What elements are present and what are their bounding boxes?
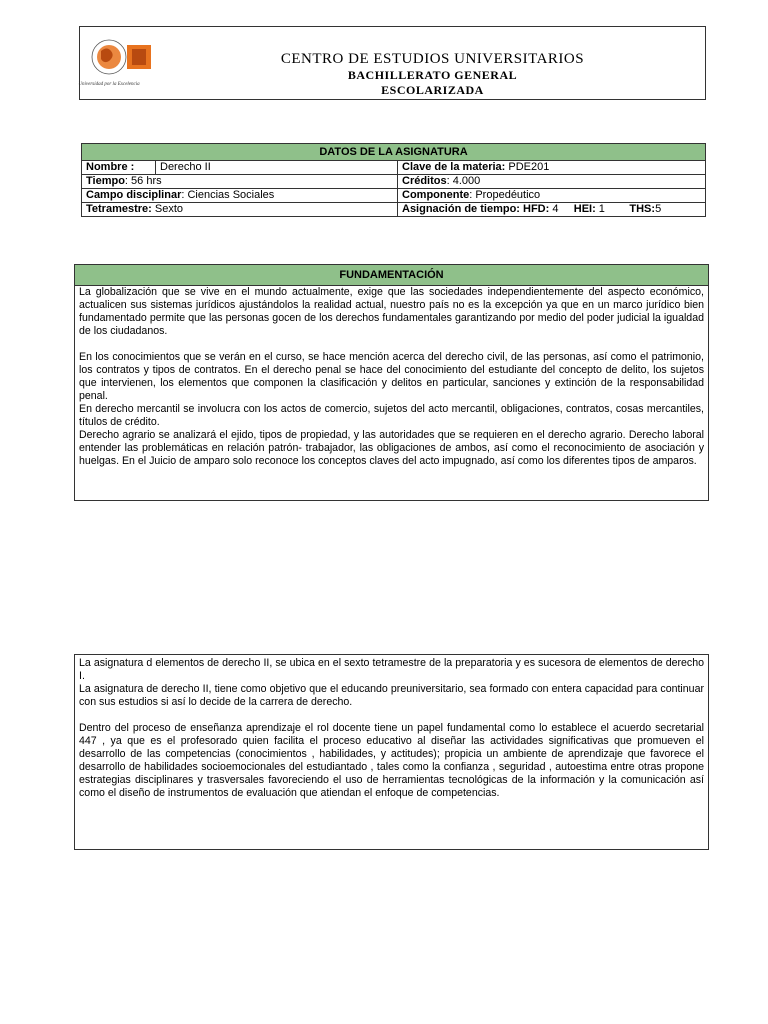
fundamentacion-paragraph: Derecho agrario se analizará el ejido, tipos de propiedad, y las autoridades que se requieren en el derecho agrario. Derecho laboral entender las problemáticas en relación patrón- trabajador, las obligaciones de ambos, así como el reconocimiento de asociación y huelgas. En el Juicio de amparo solo reconoce los conceptos claves del acto impugnado, así como los diferentes tipos de amparos. bbox=[79, 429, 704, 467]
descripcion-paragraph: La asignatura de derecho II, tiene como objetivo que el educando preuniversitario, sea formado con entera capacidad para continuar con sus estudios si así lo decide de la carrera de derecho. bbox=[79, 683, 704, 708]
clave-cell: Clave de la materia: PDE201 bbox=[398, 161, 706, 175]
fundamentacion-paragraph: En derecho mercantil se involucra con los actos de comercio, sujetos del acto mercantil, obligaciones, contratos, cosas mercantiles, títulos de crédito. bbox=[79, 403, 704, 428]
program-subtitle: BACHILLERATO GENERAL bbox=[347, 68, 518, 82]
nombre-value: Derecho II bbox=[156, 161, 398, 175]
descripcion-paragraph: Dentro del proceso de enseñanza aprendizaje el rol docente tiene un papel fundamental como lo establece el acuerdo secretarial 447 , ya que es el profesorado quien facilita el proceso educativo al diseñar las actividades significativas que promueven el desarrollo de las competencias (conocimientos , habilidades, y actitudes); propicia un ambiente de aprendizaje que favorece el desarrollo de habilidades socioemocionales del estudiantado , tales como la confianza , seguridad , autoestima entre otras propone estrategias disciplinares y trasversales favoreciendo el uso de herramientas tecnológicas de la información y la comunicación así como el diseño de instrumentos de evaluación que atiendan el enfoque de competencias. bbox=[79, 722, 704, 799]
asignacion-cell: Asignación de tiempo: HFD: 4 HEI: 1 THS:5 bbox=[398, 203, 706, 217]
fundamentacion-header: FUNDAMENTACIÓN bbox=[75, 265, 708, 286]
componente-cell: Componente: Propedéutico bbox=[398, 189, 706, 203]
logo-motto: Universidad por la Excelencia bbox=[78, 82, 140, 87]
fundamentacion-section bbox=[74, 264, 709, 501]
fundamentacion-paragraph: La globalización que se vive en el mundo actualmente, exige que las sociedades independientemente del aspecto económico, actualicen sus sistemas jurídicos ajustándolos la realidad actual, nuestro país no es la excepción ya que en un marco jurídico bien fundamentado permite que las personas gocen de los derechos fundamentales garantizando por medio del poder judicial la igualdad de los ciudadanos. bbox=[79, 286, 704, 337]
subject-data-header: DATOS DE LA ASIGNATURA bbox=[82, 144, 706, 161]
campo-cell: Campo disciplinar: Ciencias Sociales bbox=[82, 189, 398, 203]
descripcion-section bbox=[74, 654, 709, 850]
header-box bbox=[79, 26, 706, 100]
nombre-label: Nombre : bbox=[82, 161, 156, 175]
fundamentacion-paragraph: En los conocimientos que se verán en el curso, se hace mención acerca del derecho civil, de las personas, así como el patrimonio, los contratos y tipos de contratos. En el derecho penal se hace del conocimiento del estudiante del concepto de delito, los sujetos que intervienen, los elementos que componen la clasificación y delitos en particular, sanciones y extinción de la responsabilidad penal. bbox=[79, 351, 704, 402]
creditos-cell: Créditos: 4.000 bbox=[398, 175, 706, 189]
tiempo-cell: Tiempo: 56 hrs bbox=[82, 175, 398, 189]
subject-data-table bbox=[81, 143, 706, 217]
tetramestre-cell: Tetramestre: Sexto bbox=[82, 203, 398, 217]
institution-title: CENTRO DE ESTUDIOS UNIVERSITARIOS bbox=[280, 51, 585, 67]
descripcion-paragraph: La asignatura d elementos de derecho II, se ubica en el sexto tetramestre de la preparatoria y es sucesora de elementos de derecho I. bbox=[79, 657, 704, 682]
modality-subtitle: ESCOLARIZADA bbox=[381, 83, 484, 97]
institution-logo bbox=[78, 33, 167, 93]
